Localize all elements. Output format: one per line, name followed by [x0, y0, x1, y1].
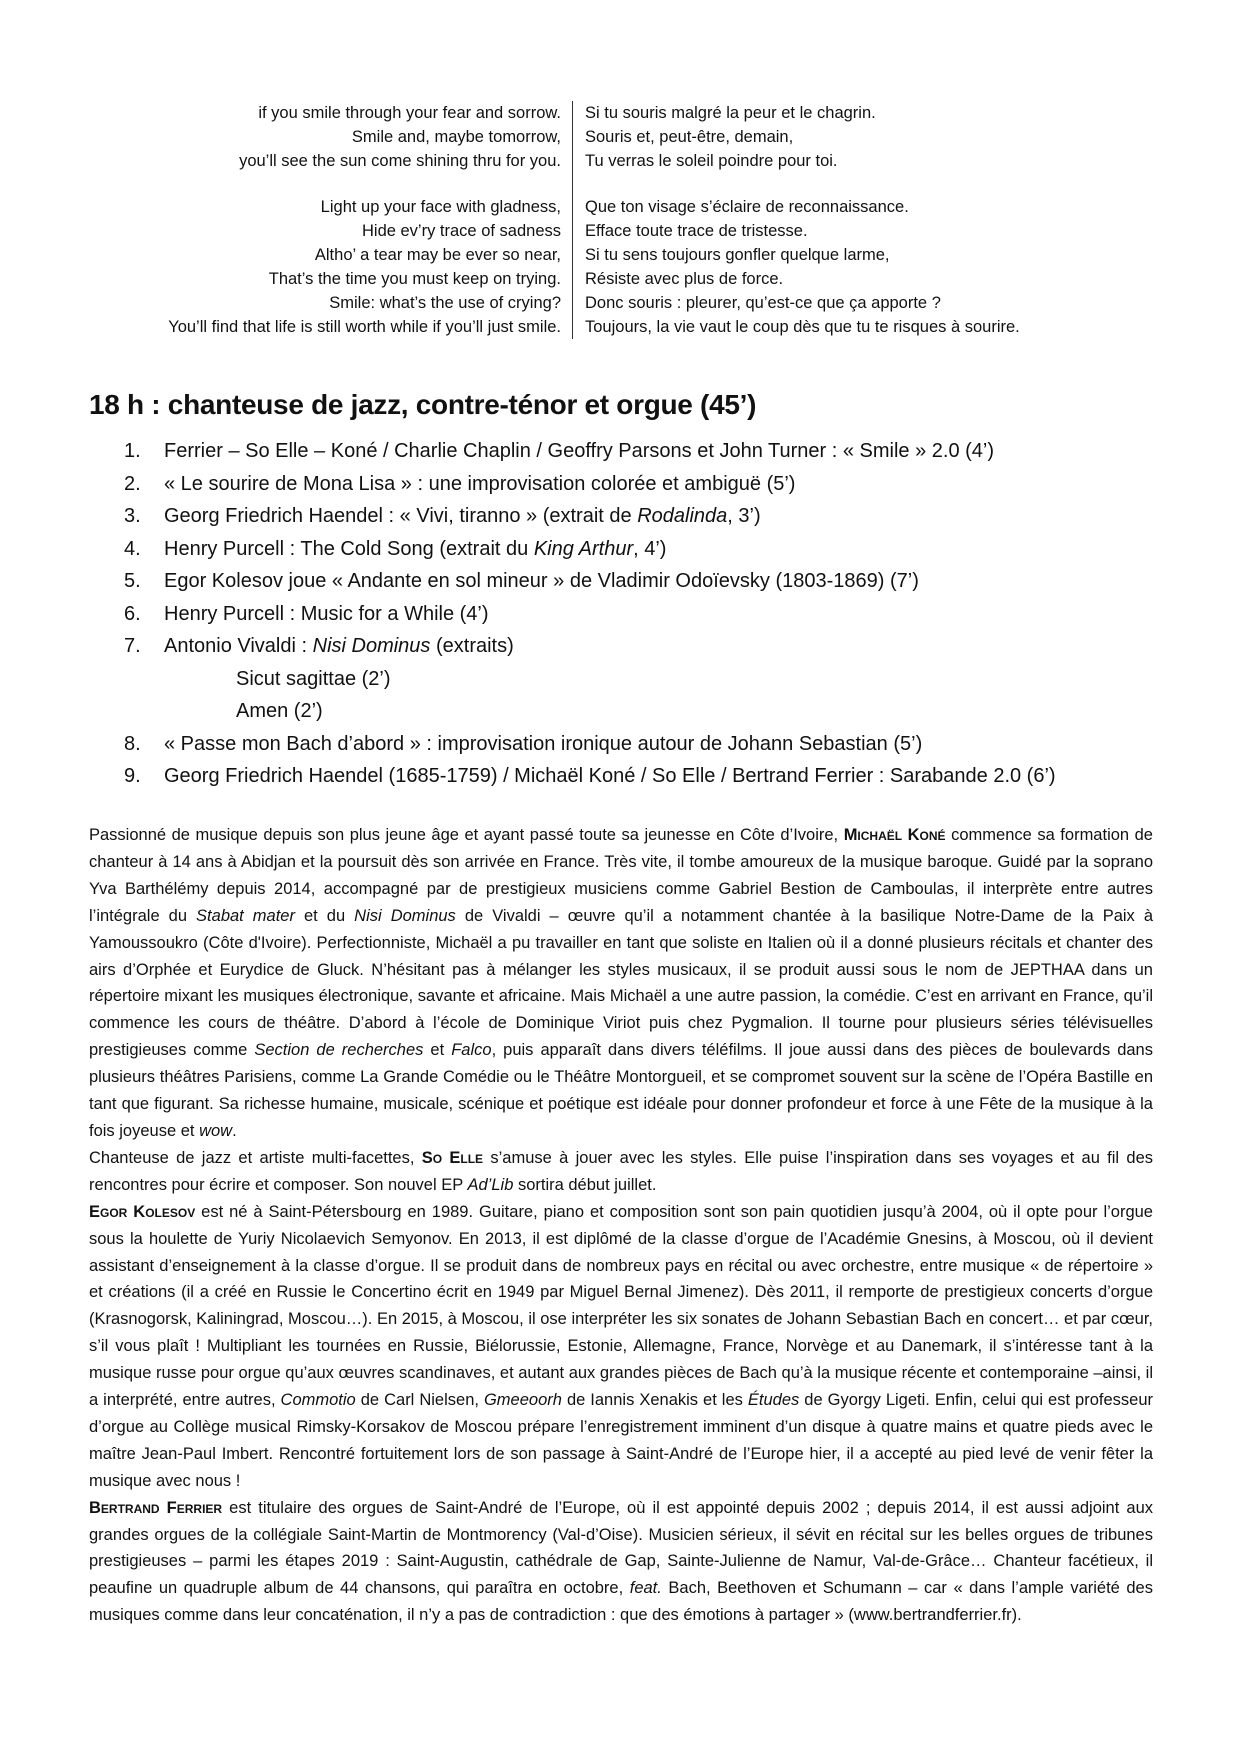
lyric-line: Si tu souris malgré la peur et le chagrin. — [585, 104, 876, 122]
artist-name: Michaël Koné — [843, 826, 946, 844]
program-item — [124, 533, 1164, 566]
bio-kolesov: Egor Kolesov est né à Saint-Pétersbourg en 1989. Guitare, piano et composition sont son pain quotidien jusqu’à 2004, où il opte pour l’orgue sous la houlette de Yuriy Nicolaevich Semyonov. En 2013, il est diplômé de la classe d’orgue de l’Académie Gnesins, à Moscou, où il devient assistant d’enseignement à la classe d’orgue. Il se produit dans de nombreux pays en récital ou avec orchestre, entre musique « de répertoire » et créations (il a créé en Russie le Concertino écrit en 1949 par Miguel Bernal Jimenez). Dès 2011, il remporte de prestigieux concerts d’orgue (Krasnogorsk, Kaliningrad, Moscou…). En 2015, à Moscou, il ose interpréter les six sonates de Johann Sebastian Bach en concert… et par cœur, s’il vous plaît ! Multipliant les tournées en Russie, Biélorussie, Estonie, Allemagne, France, Norvège et au Danemark, il s’intéresse tant à la musique russe pour orgue qu’aux œuvres scandinaves, et autant aux grandes pièces de Bach qu’à la musique récente et contemporaine –ainsi, il a interprété, entre autres, Commotio de Carl Nielsen, Gmeeoorh de Iannis Xenakis et les Études de Gyorgy Ligeti. Enfin, celui qui est professeur d’orgue au Collège musical Rimsky-Korsakov de Moscou prépare l’enregistrement imminent d’un disque à quatre mains et quatre pieds avec le maître Jean-Paul Imbert. Rencontré fortuitement lors de son passage à Saint-André de l’Europe hier, il a accepté au pied levé de venir fêter la musique avec nous ! — [89, 1202, 1153, 1490]
lyric-line: Smile: what’s the use of crying? — [329, 294, 561, 312]
program-item — [124, 500, 1164, 533]
item-text: Egor Kolesov joue « Andante en sol mineur » de Vladimir Odoïevsky (1803-1869) (7’) — [164, 570, 919, 592]
item-text: Antonio Vivaldi : Nisi Dominus (extraits) — [164, 635, 514, 657]
subitem-text: Sicut sagittae (2’) — [236, 667, 391, 690]
lyric-line: Si tu sens toujours gonfler quelque larme, — [585, 246, 890, 264]
program-item — [124, 728, 1164, 761]
item-number: 4. — [124, 537, 141, 560]
lyric-line: you’ll see the sun come shining thru for you. — [239, 152, 561, 170]
lyric-line: if you smile through your fear and sorrow. — [258, 104, 561, 122]
lyric-line: Toujours, la vie vaut le coup dès que tu te risques à sourire. — [585, 318, 1020, 336]
item-text: « Le sourire de Mona Lisa » : une improvisation colorée et ambiguë (5’) — [164, 472, 796, 495]
artist-name: So Elle — [421, 1148, 484, 1167]
bio-so-elle: Chanteuse de jazz et artiste multi-facettes, So Elle s’amuse à jouer avec les styles. Elle puise l’inspiration dans ses voyages et au fil des rencontres pour écrire et composer. Son nouvel EP Ad’Lib sortira début juillet. — [89, 1148, 1154, 1194]
subitem-text: Amen (2’) — [236, 700, 323, 722]
lyric-line: Altho’ a tear may be ever so near, — [314, 246, 561, 264]
item-number: 1. — [124, 440, 141, 462]
lyric-line: Tu verras le soleil poindre pour toi. — [585, 152, 838, 170]
program-item — [124, 435, 1164, 468]
lyric-line: Smile and, maybe tomorrow, — [351, 128, 561, 146]
item-text: Georg Friedrich Haendel (1685-1759) / Michaël Koné / So Elle / Bertrand Ferrier : Sarabande 2.0 (6’) — [164, 765, 1056, 787]
item-text: Henry Purcell : Music for a While (4’) — [164, 602, 489, 625]
program-item — [124, 565, 1164, 598]
item-number: 6. — [124, 602, 141, 625]
lyric-line: Donc souris : pleurer, qu’est-ce que ça apporte ? — [585, 294, 941, 312]
lyric-line: You’ll find that life is still worth while if you’ll just smile. — [168, 318, 561, 336]
lyrics-block — [96, 101, 1136, 339]
program-item — [124, 630, 1164, 663]
lyric-line: Que ton visage s’éclaire de reconnaissance. — [585, 198, 909, 216]
lyrics-french — [573, 101, 1020, 339]
program-item — [124, 468, 1164, 501]
program-item — [124, 598, 1164, 631]
item-number: 5. — [124, 570, 141, 592]
lyrics-english — [96, 101, 573, 339]
lyric-line: Light up your face with gladness, — [320, 198, 561, 216]
program-list — [124, 435, 1164, 793]
program-subitem — [124, 695, 1164, 728]
biographies — [89, 822, 1153, 1629]
lyric-line: Résiste avec plus de force. — [585, 270, 784, 288]
artist-name: Bertrand Ferrier — [89, 1498, 223, 1517]
item-number: 9. — [124, 765, 141, 787]
item-text: Henry Purcell : The Cold Song (extrait du King Arthur, 4’) — [164, 537, 667, 560]
lyric-line: Efface toute trace de tristesse. — [585, 222, 808, 240]
item-number: 7. — [124, 635, 141, 657]
item-number: 8. — [124, 732, 141, 755]
item-text: Georg Friedrich Haendel : « Vivi, tiranno » (extrait de Rodalinda, 3’) — [164, 505, 761, 527]
item-text: « Passe mon Bach d’abord » : improvisation ironique autour de Johann Sebastian (5’) — [164, 732, 923, 755]
lyric-line: That’s the time you must keep on trying. — [268, 270, 561, 288]
artist-name: Egor Kolesov — [89, 1202, 196, 1221]
item-text: Ferrier – So Elle – Koné / Charlie Chaplin / Geoffry Parsons et John Turner : « Smile » 2.0 (4’) — [164, 440, 995, 462]
bio-kone: Passionné de musique depuis son plus jeune âge et ayant passé toute sa jeunesse en Côte d’Ivoire, Michaël Koné commence sa formation de chanteur à 14 ans à Abidjan et la poursuit dès son arrivée en France. Très vite, il tombe amoureux de la musique baroque. Guidé par la soprano Yva Barthélémy depuis 2014, accompagné par de prestigieux musiciens comme Gabriel Bestion de Camboulas, il interprète entre autres l’intégrale du Stabat mater et du Nisi Dominus de Vivaldi – œuvre qu’il a notamment chantée à la basilique Notre-Dame de la Paix à Yamoussoukro (Côte d'Ivoire). Perfectionniste, Michaël a pu travailler en tant que soliste en Italien où il a donné plusieurs récitals et chanter des airs d’Orphée et Eurydice de Gluck. N’hésitant pas à mélanger les styles musicaux, il se produit aussi sous le nom de JEPTHAA dans un répertoire mixant les musiques électronique, savante et africaine. Mais Michaël a une autre passion, la comédie. C’est en arrivant en France, qu’il commence les cours de théâtre. D’abord à l’école de Dominique Viriot puis chez Pygmalion. Il tourne pour plusieurs séries télévisuelles prestigieuses comme Section de recherches et Falco, puis apparaît dans divers téléfilms. Il joue aussi dans des pièces de boulevards dans plusieurs théâtres Parisiens, comme La Grande Comédie ou le Théâtre Montorgueil, et se compromet souvent sur la scène de l’Opéra Bastille en tant que figurant. Sa richesse humaine, musicale, scénique et poétique est idéale pour donner profondeur et force à une Fête de la musique à la fois joyeuse et wow. — [89, 826, 1154, 1140]
bio-ferrier: Bertrand Ferrier est titulaire des orgues de Saint-André de l’Europe, où il est appointé depuis 2002 ; depuis 2014, il est aussi adjoint aux grandes orgues de la collégiale Saint-Martin de Montmorency (Val-d’Oise). Musicien sérieux, il sévit en récital sur les belles orgues de tribunes prestigieuses – parmi les étapes 2019 : Saint-Augustin, cathédrale de Gap, Sainte-Julienne de Namur, Val-de-Grâce… Chanteur facétieux, il peaufine un quadruple album de 44 chansons, qui paraîtra en octobre, feat. Bach, Beethoven et Schumann – car « dans l’ample variété des musiques comme dans leur concaténation, il n’y a pas de contradiction : que des émotions à partager » (www.bertrandferrier.fr). — [89, 1498, 1154, 1625]
item-number: 3. — [124, 505, 141, 527]
program-subitem — [124, 663, 1164, 696]
lyric-line: Hide ev’ry trace of sadness — [361, 222, 561, 240]
item-number: 2. — [124, 472, 141, 495]
program-item — [124, 760, 1164, 793]
lyric-line: Souris et, peut-être, demain, — [585, 128, 794, 146]
program-heading: 18 h : chanteuse de jazz, contre-ténor et orgue (45’) — [89, 389, 757, 420]
